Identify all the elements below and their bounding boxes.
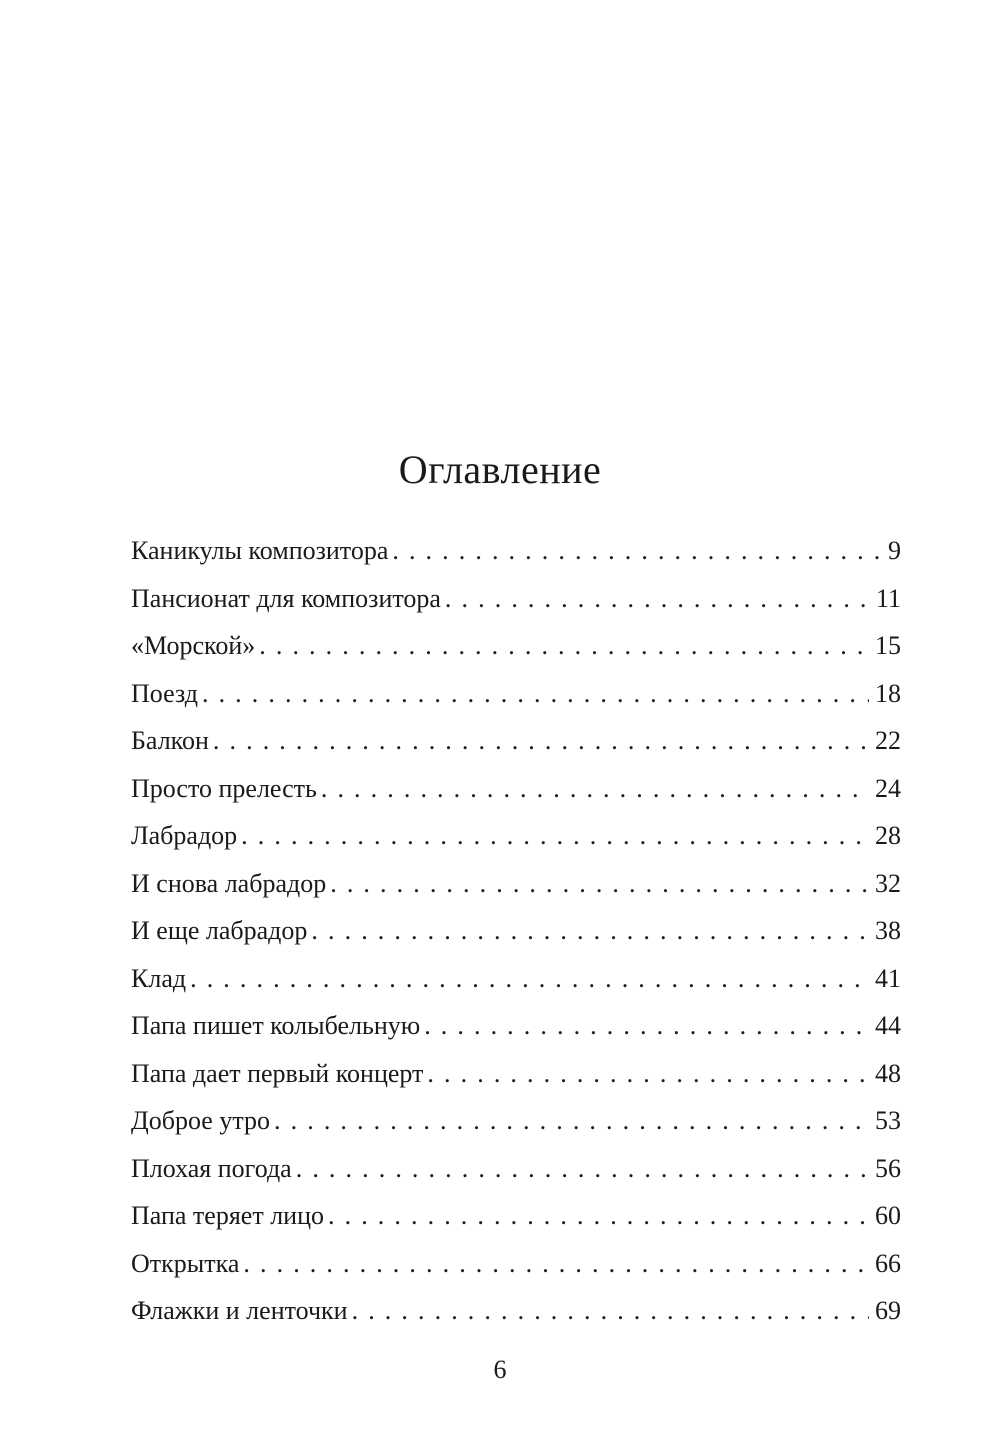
dot-leader: [311, 907, 869, 955]
toc-entry-page: 15: [875, 631, 901, 660]
toc-entry: [131, 765, 901, 813]
toc-entry-title: «Морской»: [131, 631, 256, 660]
dot-leader: [202, 670, 869, 718]
toc-entry-title: Просто прелесть: [131, 773, 317, 803]
toc-entry: [131, 1050, 901, 1098]
dot-leader: [259, 622, 869, 670]
dot-leader: [213, 717, 869, 765]
toc-entry-title: Лабрадор: [131, 821, 238, 850]
toc-entry-page: 11: [875, 583, 901, 613]
toc-entry-title: Доброе утро: [131, 1106, 271, 1135]
toc-entry-title: Папа дает первый концерт: [131, 1058, 424, 1088]
dot-leader: [274, 1097, 869, 1145]
toc-entry-title: Балкон: [131, 726, 209, 755]
toc-entry-title: Папа пишет колыбельную: [131, 1011, 421, 1040]
dot-leader: [445, 575, 870, 623]
toc-entry-page: 38: [875, 916, 901, 945]
toc-entry: [131, 1192, 901, 1240]
toc-entry: [131, 1287, 901, 1335]
toc-entry-page: 18: [875, 678, 901, 708]
toc-entry-title: Открытка: [131, 1248, 240, 1278]
toc-entry-title: Пансионат для композитора: [131, 583, 441, 613]
toc-entry: [131, 1097, 901, 1145]
toc-entry-page: 48: [875, 1058, 901, 1088]
toc-entry-page: 56: [875, 1153, 901, 1183]
toc-entry: [131, 622, 901, 670]
dot-leader: [296, 1145, 869, 1193]
dot-leader: [392, 527, 880, 575]
toc-entry-page: 69: [875, 1296, 901, 1325]
toc-entry-title: Папа теряет лицо: [131, 1201, 324, 1230]
toc-entry-title: И снова лабрадор: [131, 868, 327, 898]
toc-entry: [131, 575, 901, 623]
toc-entry-title: Флажки и ленточки: [131, 1296, 348, 1325]
toc-entry-page: 66: [875, 1248, 901, 1278]
toc-entry-title: И еще лабрадор: [131, 916, 308, 945]
dot-leader: [190, 955, 869, 1003]
toc-entry-page: 28: [875, 821, 901, 850]
dot-leader: [424, 1002, 869, 1050]
toc-entry: [131, 907, 901, 955]
toc-entry: [131, 955, 901, 1003]
toc-entry-title: Плохая погода: [131, 1153, 292, 1183]
toc-entry: [131, 717, 901, 765]
toc-entry: [131, 860, 901, 908]
toc-entry: [131, 1002, 901, 1050]
page-number: 6: [493, 1355, 507, 1384]
toc-entry: [131, 1145, 901, 1193]
toc-entry-page: 44: [875, 1011, 901, 1040]
toc-entry-page: 24: [875, 773, 901, 803]
toc-entry-title: Поезд: [131, 678, 198, 708]
dot-leader: [241, 812, 869, 860]
page-title: Оглавление: [398, 447, 602, 492]
dot-leader: [330, 860, 869, 908]
toc-entry-page: 22: [875, 726, 901, 755]
dot-leader: [427, 1050, 869, 1098]
toc-entry-title: Каникулы композитора: [131, 536, 389, 565]
toc-entry: [131, 670, 901, 718]
toc-entry-page: 9: [888, 536, 901, 565]
toc-entry-page: 60: [875, 1201, 901, 1230]
dot-leader: [352, 1287, 869, 1335]
dot-leader: [321, 765, 869, 813]
table-of-contents: [131, 527, 901, 1335]
toc-entry: [131, 1240, 901, 1288]
toc-entry-page: 32: [875, 868, 901, 898]
toc-entry-title: Клад: [131, 963, 187, 993]
toc-entry-page: 41: [875, 963, 901, 993]
toc-entry-page: 53: [875, 1106, 901, 1135]
toc-entry: [131, 527, 901, 575]
dot-leader: [243, 1240, 869, 1288]
dot-leader: [328, 1192, 869, 1240]
toc-entry: [131, 812, 901, 860]
